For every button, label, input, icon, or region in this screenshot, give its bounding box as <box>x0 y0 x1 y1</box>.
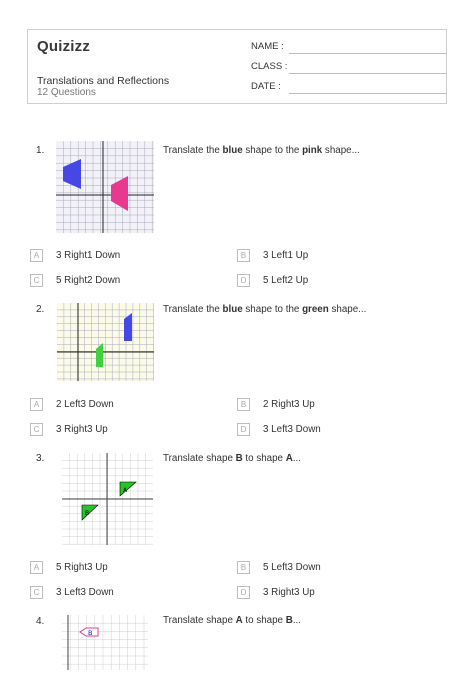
worksheet-title: Translations and Reflections <box>37 75 170 87</box>
date-field[interactable] <box>251 81 281 92</box>
class-label: CLASS : <box>251 61 288 72</box>
question-number: 3. <box>36 453 45 464</box>
shape-b-label: B <box>85 510 90 517</box>
question-number: 1. <box>36 145 45 156</box>
date-line <box>289 93 447 94</box>
class-field[interactable] <box>251 61 287 72</box>
option-b[interactable]: B 5 Left3 Down <box>237 561 321 574</box>
shape-b-label: B <box>88 629 93 637</box>
name-field[interactable] <box>251 41 284 52</box>
grid-figure-1 <box>56 141 154 233</box>
grid-figure-3 <box>62 453 153 545</box>
option-b[interactable]: B 2 Right3 Up <box>237 398 315 411</box>
date-label: DATE : <box>251 81 281 92</box>
question-number: 4. <box>36 616 45 627</box>
class-line <box>289 73 447 74</box>
question-4-figure <box>62 615 148 675</box>
option-c[interactable]: C 5 Right2 Down <box>30 274 120 287</box>
name-line <box>289 53 447 54</box>
quizizz-logo: Quizizz <box>37 38 91 55</box>
option-d[interactable]: D 5 Left2 Up <box>237 274 308 287</box>
question-count: 12 Questions <box>37 87 96 98</box>
option-d[interactable]: D 3 Left3 Down <box>237 423 321 436</box>
grid-figure-2 <box>57 303 154 381</box>
option-a[interactable]: A 3 Right1 Down <box>30 249 120 262</box>
question-number: 2. <box>36 304 45 315</box>
question-2-figure <box>57 303 154 386</box>
question-4-text: Translate shape A to shape B... <box>163 615 301 626</box>
option-a[interactable]: A 2 Left3 Down <box>30 398 114 411</box>
question-2-text: Translate the blue shape to the green shape... <box>163 304 367 315</box>
option-b[interactable]: B 3 Left1 Up <box>237 249 308 262</box>
option-a[interactable]: A 5 Right3 Up <box>30 561 108 574</box>
option-c[interactable]: C 3 Left3 Down <box>30 586 114 599</box>
grid-figure-4 <box>62 615 148 670</box>
question-1-figure <box>56 141 154 238</box>
option-c[interactable]: C 3 Right3 Up <box>30 423 108 436</box>
question-3-figure <box>62 453 153 550</box>
name-label: NAME : <box>251 41 284 52</box>
shape-a-label: A <box>123 487 128 494</box>
question-3-text: Translate shape B to shape A... <box>163 453 301 464</box>
option-d[interactable]: D 3 Right3 Up <box>237 586 315 599</box>
worksheet-header <box>27 29 447 104</box>
question-1-text: Translate the blue shape to the pink shape... <box>163 145 360 156</box>
